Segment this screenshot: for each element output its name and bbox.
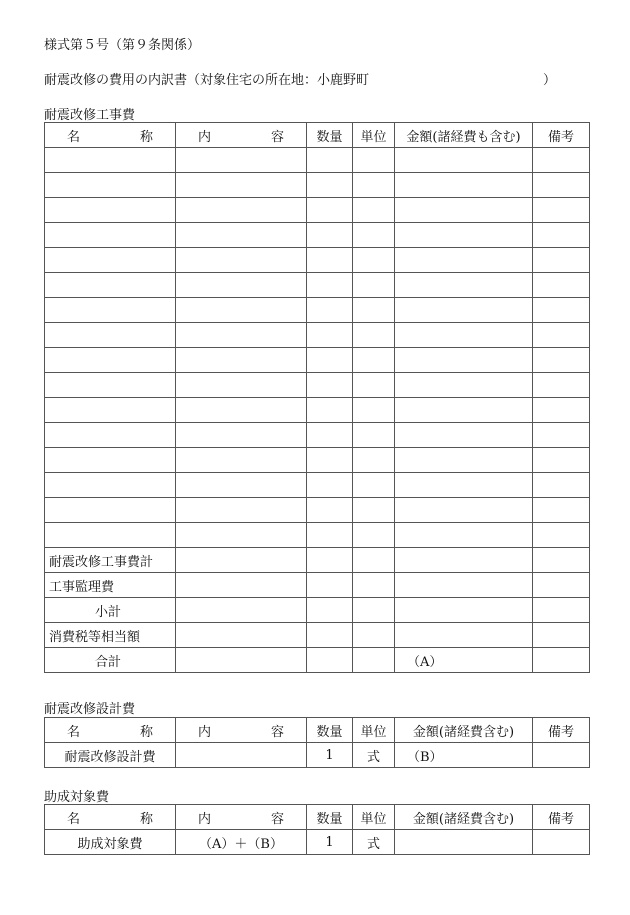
qty-cell[interactable] [307,323,353,348]
name-cell[interactable] [45,273,176,298]
table-row [45,423,590,448]
content-cell[interactable] [176,273,307,298]
remarks-cell[interactable] [533,398,590,423]
name-cell[interactable] [45,398,176,423]
unit-cell[interactable] [353,273,395,298]
amount-cell[interactable] [395,398,533,423]
col-header-remarks: 備考 [533,805,590,830]
content-cell[interactable] [176,223,307,248]
name-cell[interactable] [45,423,176,448]
unit-cell[interactable] [353,198,395,223]
remarks-cell[interactable] [533,223,590,248]
unit-cell[interactable] [353,173,395,198]
amount-cell[interactable] [395,623,533,648]
remarks-cell[interactable] [533,173,590,198]
unit-cell: 式 [353,743,395,768]
unit-cell[interactable] [353,248,395,273]
amount-cell[interactable] [395,423,533,448]
unit-cell[interactable] [353,373,395,398]
remarks-cell[interactable] [533,498,590,523]
amount-cell[interactable] [395,248,533,273]
col-header-quantity: 数量 [307,123,353,148]
unit-cell[interactable] [353,623,395,648]
qty-cell[interactable] [307,273,353,298]
summary-label: 工事監理費 [45,573,176,598]
table-row [45,198,590,223]
table-header-row [45,718,590,743]
summary-label: 消費税等相当額 [45,623,176,648]
unit-cell[interactable] [353,523,395,548]
subsidy-cost-table [44,804,590,855]
col-header-content: 内 容 [176,805,307,830]
content-cell[interactable] [176,298,307,323]
name-cell[interactable] [45,298,176,323]
remarks-cell[interactable] [533,373,590,398]
table-row [45,223,590,248]
table-row [45,373,590,398]
amount-cell[interactable] [395,598,533,623]
qty-cell[interactable] [307,448,353,473]
content-cell[interactable] [176,743,307,768]
table-row [45,173,590,198]
section-title-subsidy: 助成対象費 [44,790,110,805]
summary-row-total-construction [45,548,590,573]
amount-cell[interactable] [395,573,533,598]
table-row [45,248,590,273]
amount-cell[interactable] [395,830,533,855]
col-header-amount: 金額(諸経費含む) [395,805,533,830]
amount-cell[interactable] [395,523,533,548]
content-cell[interactable] [176,198,307,223]
qty-cell[interactable] [307,398,353,423]
name-cell[interactable] [45,248,176,273]
col-header-unit: 単位 [353,123,395,148]
name-cell[interactable] [45,348,176,373]
remarks-cell[interactable] [533,348,590,373]
content-cell[interactable] [176,323,307,348]
unit-cell[interactable] [353,498,395,523]
qty-cell[interactable] [307,348,353,373]
remarks-cell[interactable] [533,248,590,273]
remarks-cell[interactable] [533,448,590,473]
col-header-remarks: 備考 [533,718,590,743]
table-row [45,273,590,298]
amount-cell[interactable] [395,198,533,223]
name-cell[interactable] [45,498,176,523]
name-cell[interactable] [45,448,176,473]
amount-cell[interactable] [395,373,533,398]
content-cell[interactable] [176,148,307,173]
qty-cell[interactable] [307,548,353,573]
summary-row-supervision [45,573,590,598]
summary-row-tax [45,623,590,648]
unit-cell[interactable] [353,148,395,173]
qty-cell[interactable] [307,648,353,673]
table-row [45,398,590,423]
table-row [45,323,590,348]
content-cell[interactable] [176,623,307,648]
content-cell[interactable] [176,498,307,523]
table-row [45,298,590,323]
amount-cell[interactable] [395,148,533,173]
content-cell[interactable] [176,523,307,548]
row-name: 耐震改修設計費 [45,743,176,768]
col-header-name: 名 称 [45,718,176,743]
name-cell[interactable] [45,148,176,173]
name-cell[interactable] [45,523,176,548]
col-header-remarks: 備考 [533,123,590,148]
section-title-design: 耐震改修設計費 [44,702,136,717]
content-cell[interactable] [176,573,307,598]
remarks-cell[interactable] [533,523,590,548]
remarks-cell[interactable] [533,198,590,223]
row-name: 助成対象費 [45,830,176,855]
remarks-cell[interactable] [533,830,590,855]
content-cell[interactable] [176,398,307,423]
col-header-content: 内 容 [176,123,307,148]
remarks-cell[interactable] [533,623,590,648]
col-header-unit: 単位 [353,718,395,743]
summary-label: 小計 [45,598,176,623]
subsidy-cost-row [45,830,590,855]
remarks-cell[interactable] [533,548,590,573]
unit-cell[interactable] [353,398,395,423]
amount-cell: （A） [395,648,533,673]
qty-cell[interactable] [307,248,353,273]
summary-label: 耐震改修工事費計 [45,548,176,573]
content-cell[interactable] [176,548,307,573]
qty-cell[interactable] [307,148,353,173]
content-cell[interactable] [176,173,307,198]
construction-cost-table [44,122,590,673]
remarks-cell[interactable] [533,743,590,768]
qty-cell[interactable] [307,223,353,248]
table-row [45,148,590,173]
name-cell[interactable] [45,373,176,398]
col-header-quantity: 数量 [307,718,353,743]
name-cell[interactable] [45,173,176,198]
qty-cell[interactable] [307,473,353,498]
table-row [45,523,590,548]
qty-cell: 1 [307,830,353,855]
remarks-cell[interactable] [533,648,590,673]
amount-cell[interactable] [395,473,533,498]
content-cell[interactable] [176,473,307,498]
amount-cell[interactable] [395,348,533,373]
design-cost-row [45,743,590,768]
design-cost-table [44,717,590,768]
table-header-row [45,805,590,830]
name-cell[interactable] [45,473,176,498]
col-header-unit: 単位 [353,805,395,830]
unit-cell[interactable] [353,648,395,673]
amount-cell[interactable] [395,548,533,573]
name-cell[interactable] [45,198,176,223]
content-cell[interactable] [176,598,307,623]
table-row [45,498,590,523]
unit-cell[interactable] [353,448,395,473]
amount-cell: （B） [395,743,533,768]
col-header-content: 内 容 [176,718,307,743]
amount-cell[interactable] [395,323,533,348]
summary-label: 合計 [45,648,176,673]
document-title-text: 耐震改修の費用の内訳書（対象住宅の所在地：小鹿野町 [44,73,370,88]
content-cell: （A）＋（B） [176,830,307,855]
table-row [45,473,590,498]
qty-cell[interactable] [307,198,353,223]
qty-cell[interactable] [307,373,353,398]
amount-cell[interactable] [395,223,533,248]
remarks-cell[interactable] [533,473,590,498]
qty-cell[interactable] [307,173,353,198]
section-title-construction: 耐震改修工事費 [44,108,136,123]
qty-cell[interactable] [307,523,353,548]
content-cell[interactable] [176,423,307,448]
content-cell[interactable] [176,373,307,398]
content-cell[interactable] [176,448,307,473]
amount-cell[interactable] [395,498,533,523]
document-title-close: ） [542,73,556,88]
qty-cell[interactable] [307,623,353,648]
remarks-cell[interactable] [533,323,590,348]
qty-cell[interactable] [307,573,353,598]
remarks-cell[interactable] [533,598,590,623]
content-cell[interactable] [176,248,307,273]
remarks-cell[interactable] [533,573,590,598]
unit-cell[interactable] [353,298,395,323]
unit-cell: 式 [353,830,395,855]
content-cell[interactable] [176,648,307,673]
col-header-quantity: 数量 [307,805,353,830]
col-header-name: 名 称 [45,123,176,148]
col-header-amount: 金額(諸経費も含む) [395,123,533,148]
qty-cell: 1 [307,743,353,768]
qty-cell[interactable] [307,598,353,623]
remarks-cell[interactable] [533,273,590,298]
unit-cell[interactable] [353,548,395,573]
summary-row-grand-total [45,648,590,673]
unit-cell[interactable] [353,323,395,348]
unit-cell[interactable] [353,348,395,373]
remarks-cell[interactable] [533,423,590,448]
unit-cell[interactable] [353,573,395,598]
name-cell[interactable] [45,223,176,248]
content-cell[interactable] [176,348,307,373]
unit-cell[interactable] [353,473,395,498]
unit-cell[interactable] [353,223,395,248]
unit-cell[interactable] [353,598,395,623]
document-title [44,69,564,88]
summary-row-subtotal [45,598,590,623]
remarks-cell[interactable] [533,298,590,323]
qty-cell[interactable] [307,423,353,448]
amount-cell[interactable] [395,448,533,473]
remarks-cell[interactable] [533,148,590,173]
qty-cell[interactable] [307,498,353,523]
table-row [45,348,590,373]
table-header-row [45,123,590,148]
name-cell[interactable] [45,323,176,348]
table-row [45,448,590,473]
col-header-amount: 金額(諸経費含む) [395,718,533,743]
form-number: 様式第５号（第９条関係） [44,38,201,53]
unit-cell[interactable] [353,423,395,448]
qty-cell[interactable] [307,298,353,323]
amount-cell[interactable] [395,273,533,298]
amount-cell[interactable] [395,173,533,198]
amount-cell[interactable] [395,298,533,323]
col-header-name: 名 称 [45,805,176,830]
